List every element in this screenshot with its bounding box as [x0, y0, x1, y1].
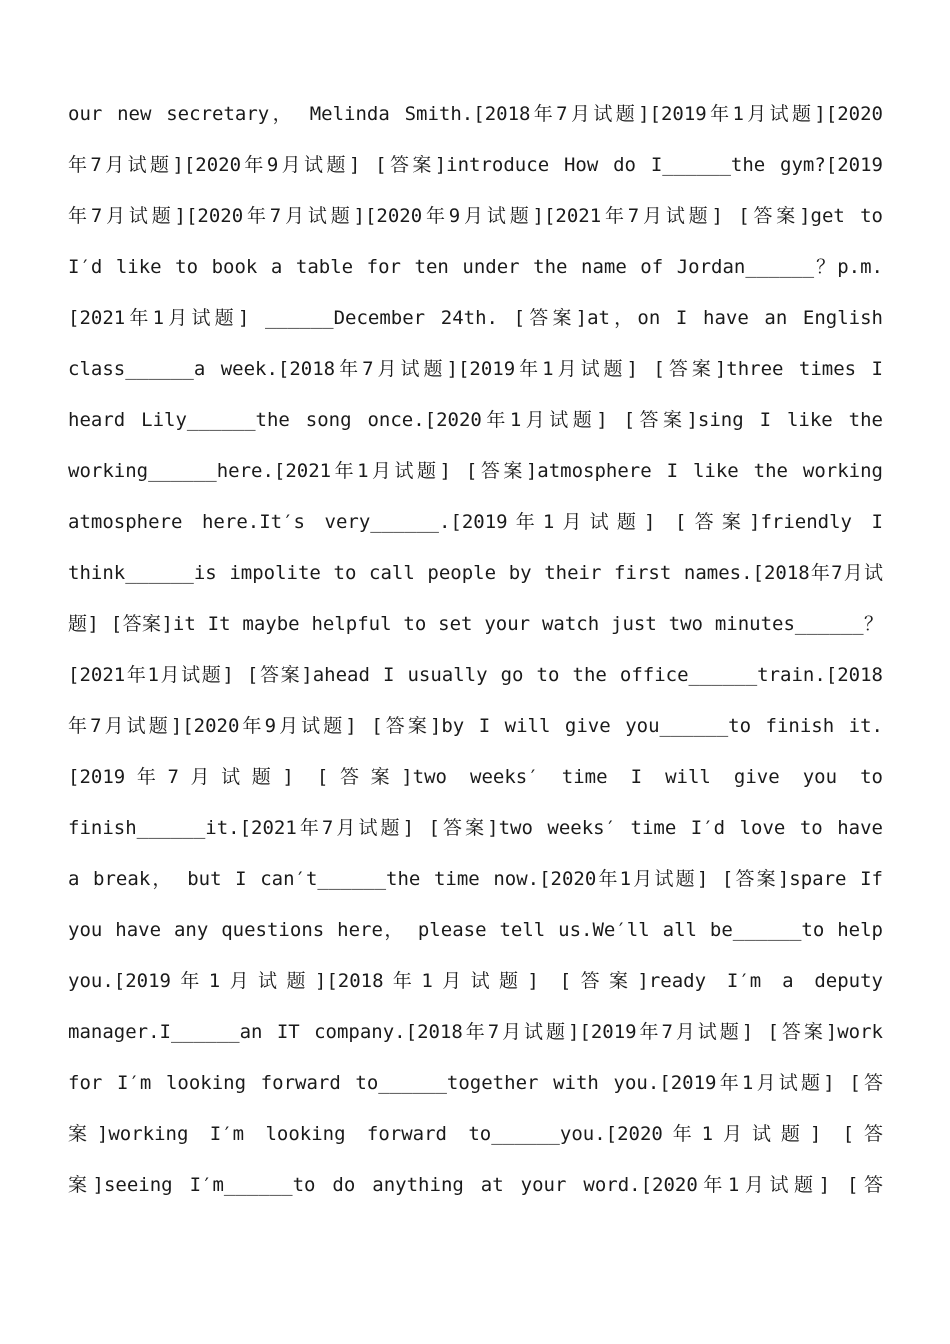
text-line: for I′m looking forward to______together with you.[2019年1月试题] [答: [68, 1072, 883, 1094]
text-line: finish______it.[2021年7月试题] [答案]two weeks′ time I′d love to have: [68, 817, 883, 839]
text-line: 案]seeing I′m______to do anything at your word.[2020年1月试题] [答: [68, 1174, 883, 1196]
document-page: [68, 89, 883, 1211]
text-line: working______here.[2021年1月试题] [答案]atmosphere I like the working: [68, 460, 883, 482]
text-line: 年7月试题][2020年9月试题] [答案]introduce How do I______the gym?[2019: [68, 154, 883, 176]
text-line: [2019年7月试题] [答案]two weeks′ time I will give you to: [68, 766, 883, 788]
text-line: think______is impolite to call people by their first names.[2018年7月试: [68, 562, 883, 584]
text-line: you have any questions here， please tell us.We′ll all be______to help: [68, 919, 883, 941]
text-line: [2021年1月试题] ______December 24th. [答案]at，on I have an English: [68, 307, 883, 329]
text-line: a break， but I can′t______the time now.[2020年1月试题] [答案]spare If: [68, 868, 883, 890]
text-line: [2021年1月试题] [答案]ahead I usually go to the office______train.[2018: [68, 664, 883, 686]
text-line: class______a week.[2018年7月试题][2019年1月试题] [答案]three times I: [68, 358, 883, 380]
text-line: atmosphere here.It′s very______.[2019年1月试题] [答案]friendly I: [68, 511, 883, 533]
text-line: our new secretary， Melinda Smith.[2018年7月试题][2019年1月试题][2020: [68, 103, 883, 125]
text-line: heard Lily______the song once.[2020年1月试题] [答案]sing I like the: [68, 409, 883, 431]
text-line: 案]working I′m looking forward to______you.[2020年1月试题] [答: [68, 1123, 883, 1145]
text-line: 年7月试题][2020年7月试题][2020年9月试题][2021年7月试题] [答案]get to: [68, 205, 883, 227]
text-line: manager.I______an IT company.[2018年7月试题][2019年7月试题] [答案]work: [68, 1021, 883, 1043]
text-line: you.[2019年1月试题][2018年1月试题] [答案]ready I′m a deputy: [68, 970, 883, 992]
text-line: 题] [答案]it It maybe helpful to set your watch just two minutes______？: [68, 613, 883, 635]
text-line: I′d like to book a table for ten under the name of Jordan______？p.m.: [68, 256, 883, 278]
text-line: 年7月试题][2020年9月试题] [答案]by I will give you______to finish it.: [68, 715, 883, 737]
